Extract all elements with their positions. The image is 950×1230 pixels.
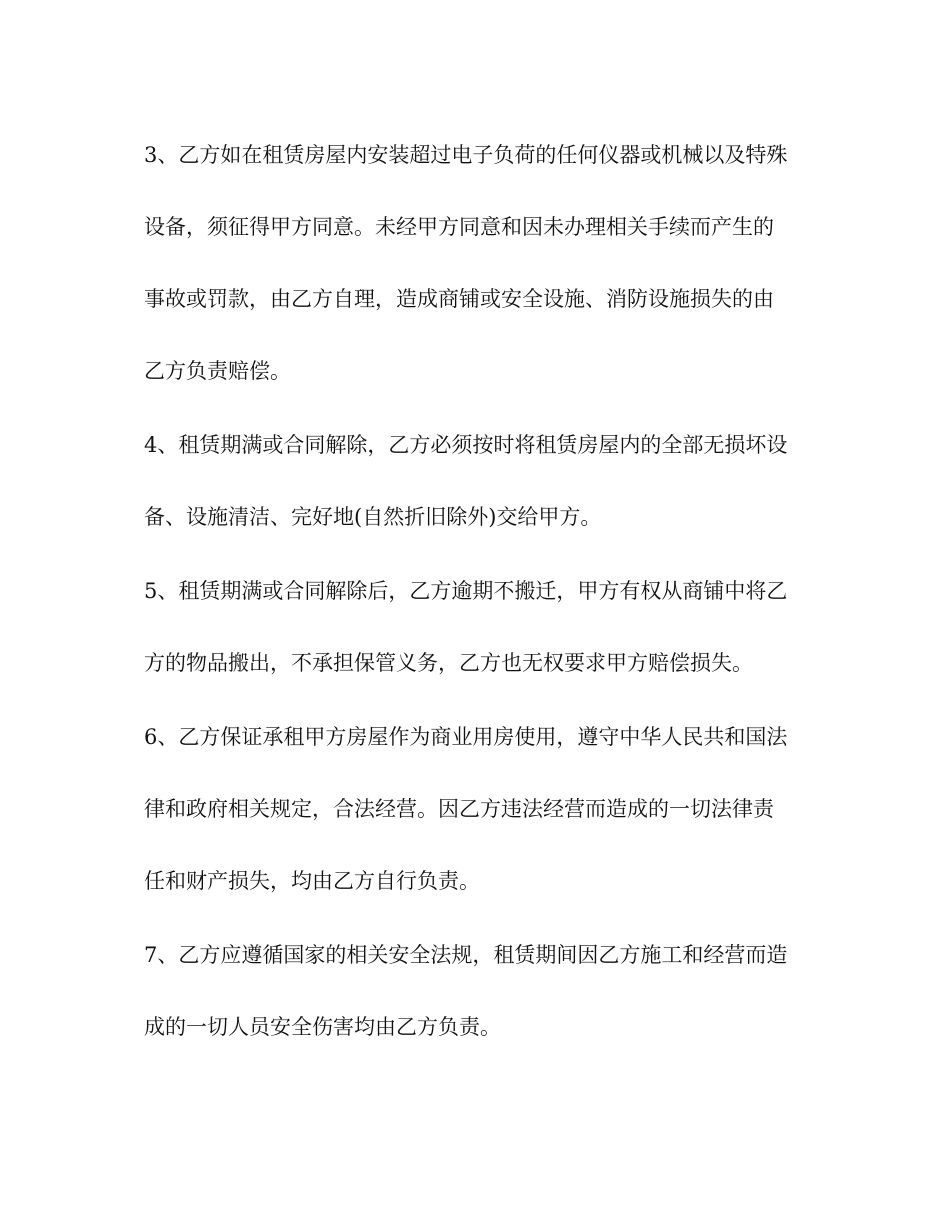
clause-5-line-2: 方的物品搬出，不承担保管义务，乙方也无权要求甲方赔偿损失。 bbox=[144, 651, 753, 675]
clause-4-line-2: 备、设施清洁、完好地(自然折旧除外)交给甲方。 bbox=[144, 505, 602, 529]
clause-6-line-2: 律和政府相关规定，合法经营。因乙方违法经营而造成的一切法律责 bbox=[144, 797, 774, 821]
clause-7-line-1: 7、乙方应遵循国家的相关安全法规，租赁期间因乙方施工和经营而造 bbox=[144, 943, 788, 967]
clause-3-line-4: 乙方负责赔偿。 bbox=[144, 359, 291, 383]
clause-3-line-3: 事故或罚款，由乙方自理，造成商铺或安全设施、消防设施损失的由 bbox=[144, 287, 774, 311]
clause-6-line-3: 任和财产损失，均由乙方自行负责。 bbox=[144, 869, 480, 893]
clause-3-line-2: 设备，须征得甲方同意。未经甲方同意和因未办理相关手续而产生的 bbox=[144, 215, 774, 239]
clause-3-line-1: 3、乙方如在租赁房屋内安装超过电子负荷的任何仪器或机械以及特殊 bbox=[144, 143, 788, 167]
clause-6-line-1: 6、乙方保证承租甲方房屋作为商业用房使用，遵守中华人民共和国法 bbox=[144, 725, 788, 749]
clause-7-line-2: 成的一切人员安全伤害均由乙方负责。 bbox=[144, 1015, 501, 1039]
clause-5-line-1: 5、租赁期满或合同解除后，乙方逾期不搬迁，甲方有权从商铺中将乙 bbox=[144, 579, 788, 603]
clause-4-line-1: 4、租赁期满或合同解除，乙方必须按时将租赁房屋内的全部无损坏设 bbox=[144, 433, 788, 457]
